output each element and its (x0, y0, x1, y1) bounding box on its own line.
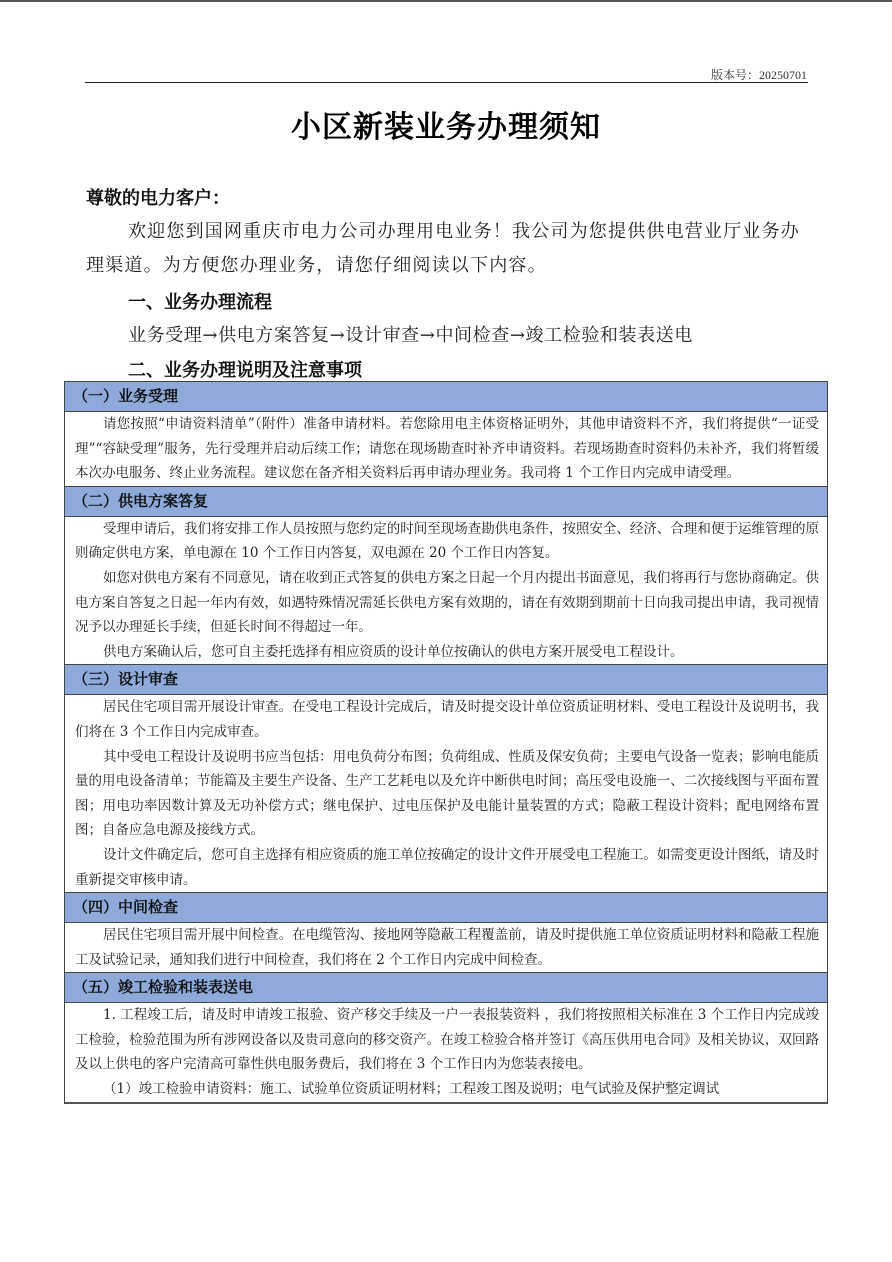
section-header-acceptance: （一）业务受理 (65, 382, 827, 412)
section-body-supply-plan (65, 517, 827, 666)
section-heading-process: 一、业务办理流程 (128, 292, 272, 313)
paragraph: 居民住宅项目需开展设计审查。在受电工程设计完成后，请及时提交设计单位资质证明材料、受电工程设计及说明书，我们将在 3 个工作日内完成审查。 (75, 699, 819, 740)
intro-paragraph: 欢迎您到国网重庆市电力公司办理用电业务！我公司为您提供供电营业厅业务办理渠道。为方便您办理业务，请您仔细阅读以下内容。 (86, 221, 800, 276)
section-heading-notes: 二、业务办理说明及注意事项 (128, 360, 362, 381)
paragraph: 受理申请后，我们将安排工作人员按照与您约定的时间至现场查勘供电条件，按照安全、经济、合理和便于运维管理的原则确定供电方案，单电源在 10 个工作日内答复，双电源在 20 个工作日内答复。 (75, 520, 819, 562)
section-header-completion-inspection: （五）竣工检验和装表送电 (65, 973, 827, 1003)
version-number: 版本号：20250701 (710, 68, 807, 82)
paragraph: （1）竣工检验申请资料：施工、试验单位资质证明材料；工程竣工图及说明；电气试验及保护整定调试 (103, 1081, 720, 1098)
section-header-supply-plan: （二）供电方案答复 (65, 487, 827, 517)
paragraph: 如您对供电方案有不同意见，请在收到正式答复的供电方案之日起一个月内提出书面意见，我们将再行与您协商确定。供电方案自答复之日起一年内有效，如遇特殊情况需延长供电方案有效期的，请在有效期到期前十日向我司提出申请，我司视情况予以办理延长手续，但延长时间不得超过一年。 (75, 569, 819, 636)
section-header-intermediate-inspection: （四）中间检查 (65, 893, 827, 923)
section-body-completion-inspection (65, 1003, 827, 1101)
paragraph: 供电方案确认后，您可自主委托选择有相应资质的设计单位按确认的供电方案开展受电工程设计。 (103, 643, 684, 660)
paragraph: 居民住宅项目需开展中间检查。在电缆管沟、接地网等隐蔽工程覆盖前，请及时提供施工单位资质证明材料和隐蔽工程施工及试验记录，通知我们进行中间检查，我们将在 2 个工作日内完成中间检查。 (75, 927, 819, 968)
paragraph: 请您按照“申请资料清单”（附件）准备申请材料。若您除用电主体资格证明外，其他申请资料不齐，我们将提供“一证受理”“容缺受理”服务，先行受理并启动后续工作；请您在现场勘查时补齐申请资料。若现场勘查时资料仍未补齐，我们将暂缓本次办电服务、终止业务流程。建议您在备齐相关资料后再申请办理业务。我司将 1 个工作日内完成申请受理。 (75, 416, 819, 482)
page-top-border (0, 0, 892, 2)
section-body-acceptance (65, 412, 827, 487)
paragraph: 1. 工程竣工后，请及时申请竣工报验、资产移交手续及一户一表报装资料 ，我们将按照相关标准在 3 个工作日内完成竣工检验，检验范围为所有涉网设备以及贵司意向的移交资产。在竣工检验合格并签订《高压供用电合同》及相关协议，双回路及以上供电的客户完清高可靠性供电服务费后，我们将在 3 个工作日内为您装表接电。 (75, 1007, 819, 1073)
paragraph: 设计文件确定后，您可自主选择有相应资质的施工单位按确定的设计文件开展受电工程施工。如需变更设计图纸，请及时重新提交审核申请。 (75, 846, 819, 888)
section-body-intermediate-inspection (65, 923, 827, 973)
section-body-design-review (65, 695, 827, 893)
notes-table (64, 381, 828, 1104)
document-title: 小区新装业务办理须知 (291, 110, 601, 145)
greeting: 尊敬的电力客户： (86, 188, 230, 209)
header-rule (85, 82, 808, 83)
paragraph: 其中受电工程设计及说明书应当包括：用电负荷分布图；负荷组成、性质及保安负荷；主要电气设备一览表；影响电能质量的用电设备清单；节能篇及主要生产设备、生产工艺耗电以及允许中断供电时间；高压受电设施一、二次接线图与平面布置图；用电功率因数计算及无功补偿方式；继电保护、过电压保护及电能计量装置的方式；隐蔽工程设计资料；配电网络布置图；自备应急电源及接线方式。 (75, 748, 819, 839)
section-header-design-review: （三）设计审查 (65, 665, 827, 695)
process-flow: 业务受理→供电方案答复→设计审查→中间检查→竣工检验和装表送电 (128, 325, 693, 346)
